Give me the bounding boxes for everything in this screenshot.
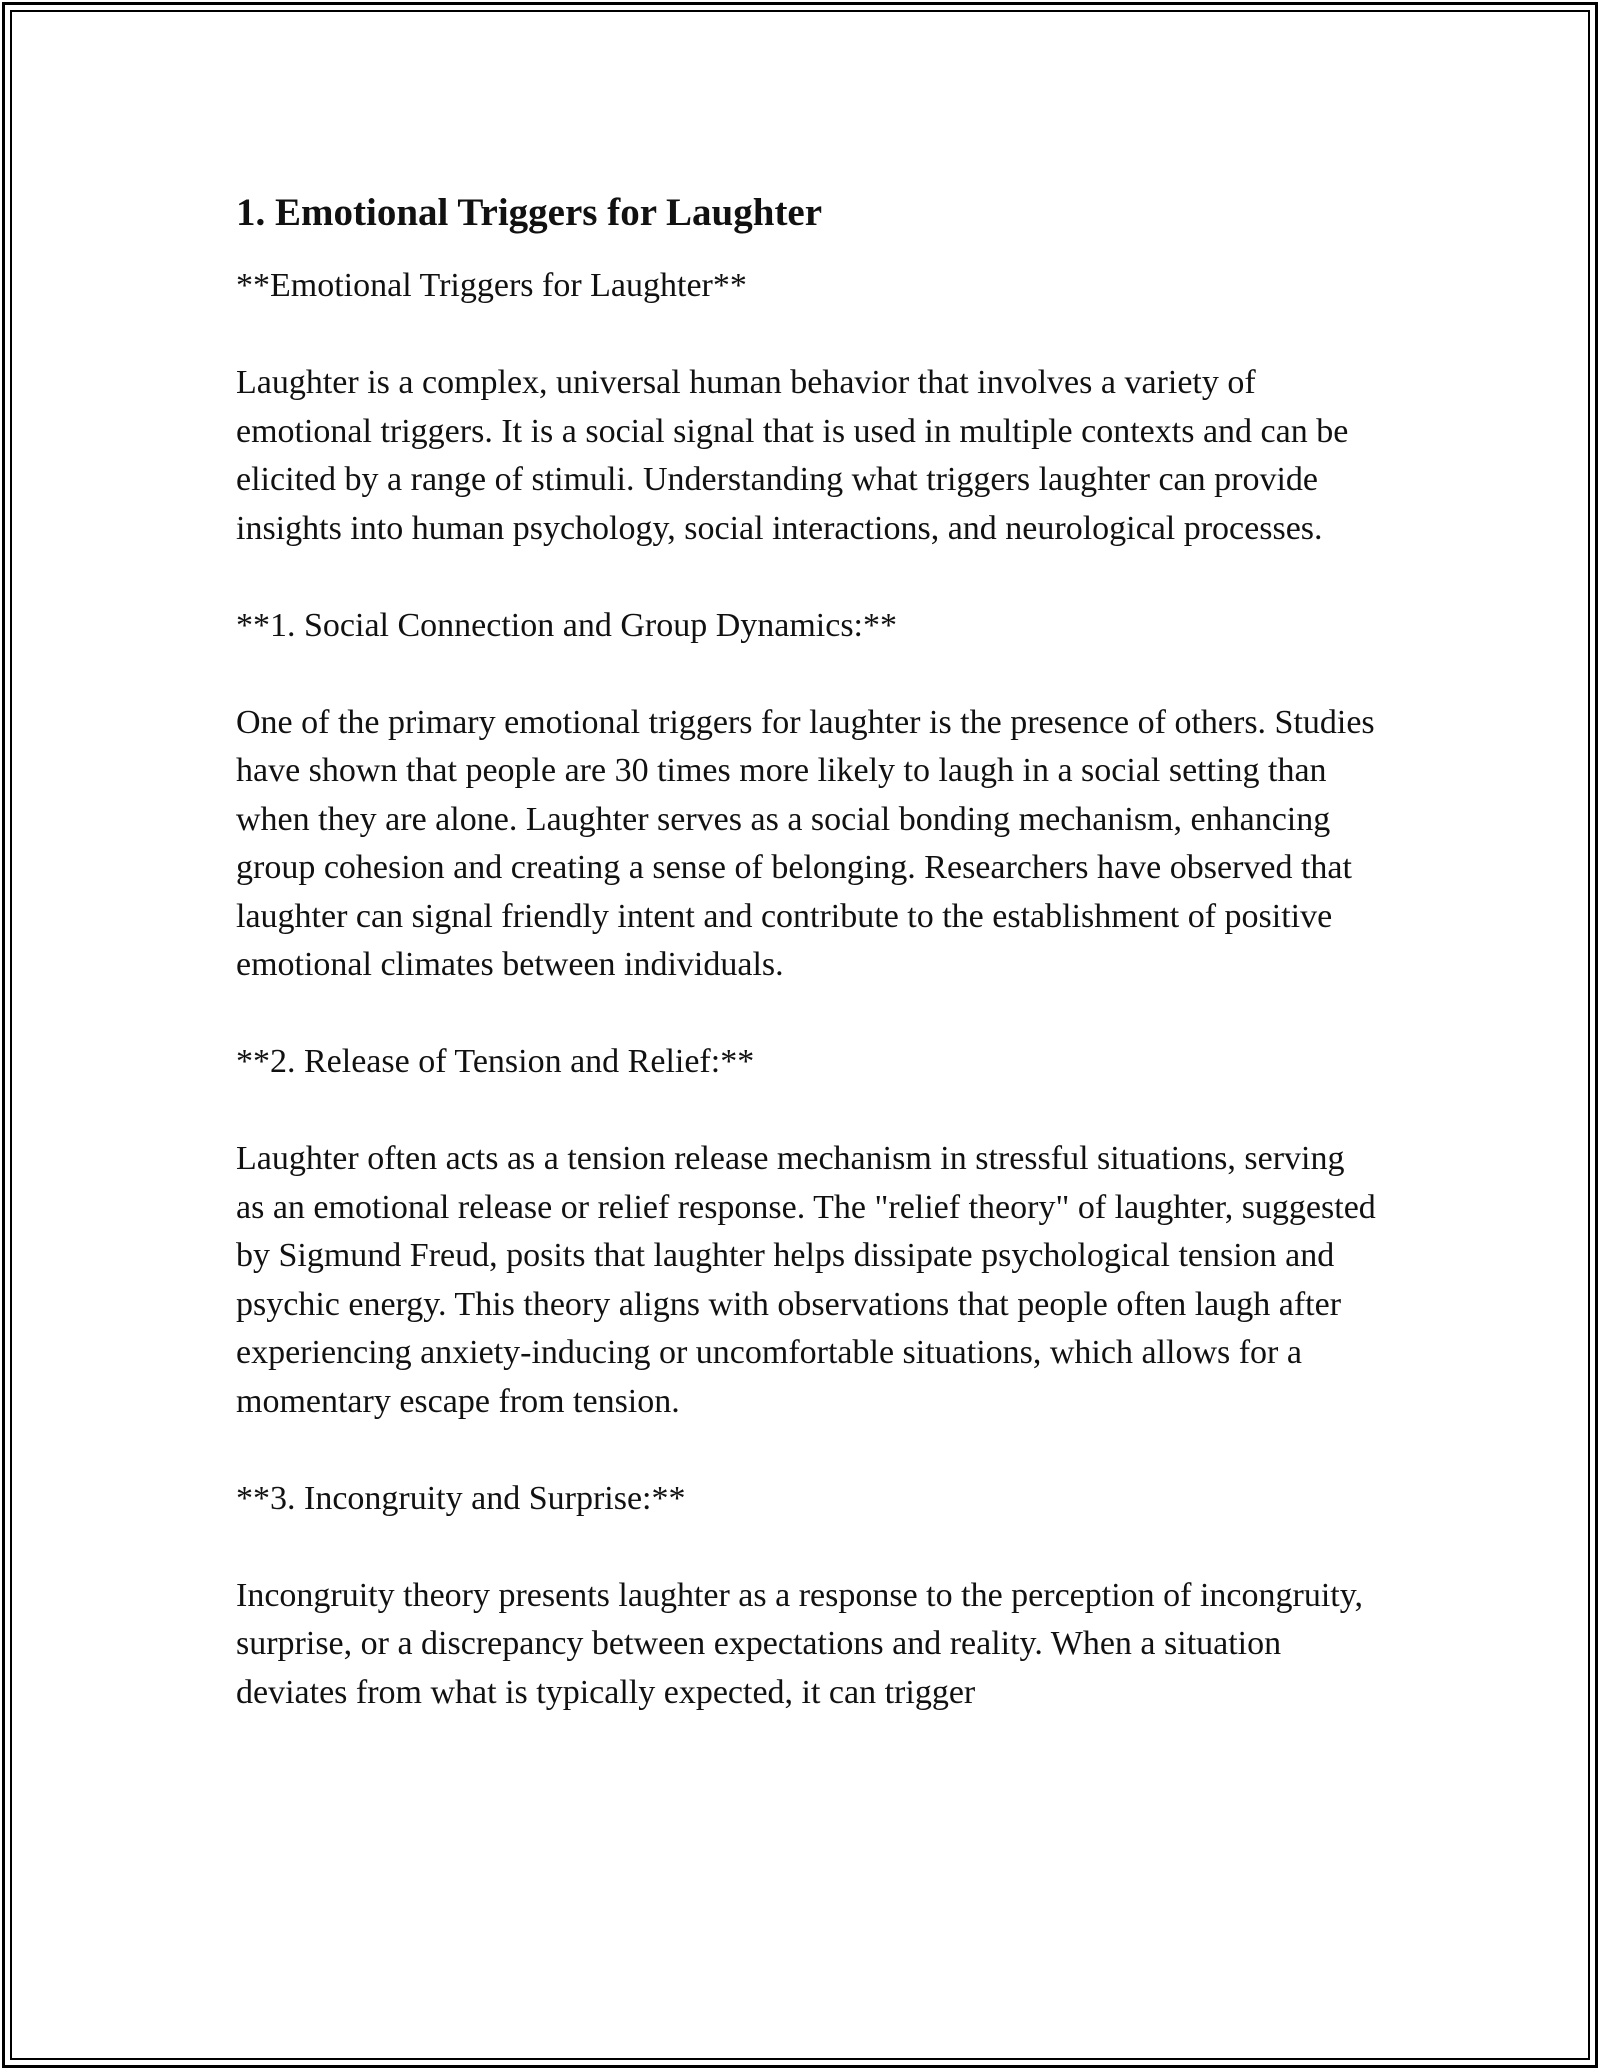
document-content [236, 184, 1376, 1717]
section-body: Laughter often acts as a tension release mechanism in stressful situations, serving as an emotional release or relief response. The "relief theory" of laughter, suggested by Sigmund Freud, posits that laughter helps dissipate psychological tension and psychic energy. This theory aligns with observations that people often laugh after experiencing anxiety-inducing or uncomfortable situations, which allows for a momentary escape from tension. [236, 1140, 1376, 1420]
document-subtitle: **Emotional Triggers for Laughter** [236, 267, 747, 304]
section-heading: **2. Release of Tension and Relief:** [236, 1043, 755, 1080]
section-body: Incongruity theory presents laughter as a response to the perception of incongruity, surprise, or a discrepancy between expectations and reality. When a situation deviates from what is typically expected, it can trigger [236, 1576, 1364, 1711]
section-heading: **1. Social Connection and Group Dynamics:** [236, 606, 898, 644]
section-body: One of the primary emotional triggers for laughter is the presence of others. Studies have shown that people are 30 times more likely to laugh in a social setting than when they are alone. Laughter serves as a social bonding mechanism, enhancing group cohesion and creating a sense of belonging. Researchers have observed that laughter can signal friendly intent and contribute to the establishment of positive emotional climates between individuals. [236, 703, 1375, 983]
intro-paragraph: Laughter is a complex, universal human behavior that involves a variety of emotional triggers. It is a social signal that is used in multiple contexts and can be elicited by a range of stimuli. Understanding what triggers laughter can provide insights into human psychology, social interactions, and neurological processes. [236, 364, 1349, 547]
section-heading: **3. Incongruity and Surprise:** [236, 1479, 686, 1517]
document-title: 1. Emotional Triggers for Laughter [236, 191, 823, 234]
